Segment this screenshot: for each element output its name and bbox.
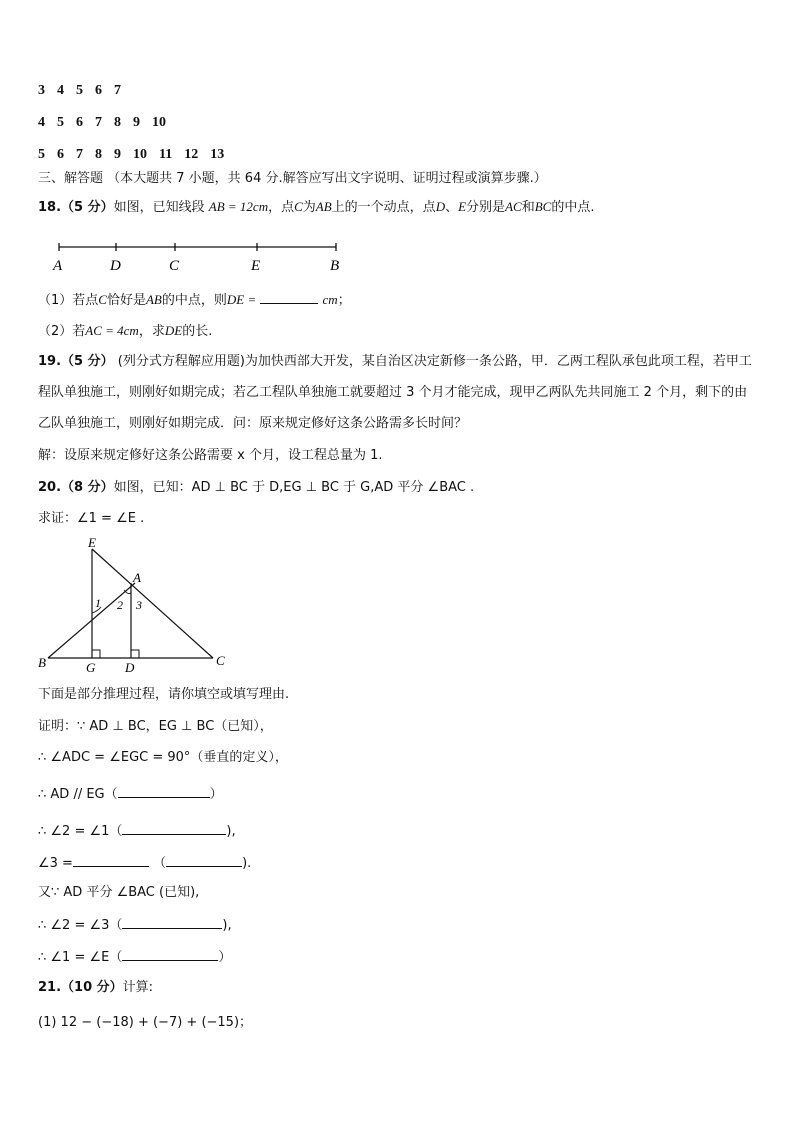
math: AB = 12cm — [208, 199, 269, 214]
q20-prove: 求证：∠1 = ∠E . — [38, 511, 145, 526]
answer-blank[interactable] — [166, 853, 242, 867]
question-body: (列分式方程解应用题)为加快西部大开发，某自治区决定新修一条公路，甲．乙两工程队承包此项工程，若甲工程队单独施工，则刚好如期完成；若乙工程队单独施工就要超过 3 个月才能完成，现甲乙两队先共同施工 2 个月，剩下的由乙队单独施工，则刚好如期完成．问：原来规定修好这条公路需多长时间？ — [38, 354, 752, 431]
number: 7 — [95, 115, 102, 130]
question-19 — [38, 346, 758, 439]
angle-label-1: 1 — [95, 596, 101, 610]
answer-blank[interactable] — [122, 821, 226, 835]
q18-part2 — [38, 322, 212, 341]
text: ∴ ∠1 = ∠E（ — [38, 950, 123, 965]
right-angle-g — [92, 650, 100, 658]
text: ∴ ∠2 = ∠3（ — [38, 918, 123, 933]
math: DE = — [226, 292, 257, 307]
math: AC = 4cm — [85, 323, 139, 338]
math: AC — [505, 199, 522, 214]
number: 12 — [184, 147, 199, 162]
proof-step-2: ∴ ∠ADC = ∠EGC = 90°（垂直的定义）， — [38, 750, 288, 765]
math: D — [435, 199, 446, 214]
proof-step-7 — [38, 915, 232, 935]
angle-arc-2 — [124, 590, 131, 594]
answer-blank[interactable] — [118, 784, 210, 798]
answer-blank[interactable] — [122, 947, 218, 961]
label-d: D — [110, 258, 121, 274]
number: 4 — [38, 115, 45, 130]
number-row-1 — [38, 82, 133, 100]
math: C — [294, 199, 303, 214]
text: 计算: — [122, 980, 154, 995]
text: 分别是 — [466, 200, 506, 215]
angle-label-2: 2 — [117, 598, 123, 612]
text: ∴ AD // EG（ — [38, 787, 118, 802]
unit: cm — [322, 292, 338, 307]
math: AB — [145, 292, 162, 307]
text: ） — [209, 787, 223, 802]
segment-figure — [45, 236, 355, 276]
text: ∴ ∠2 = ∠1（ — [38, 824, 123, 839]
number: 8 — [95, 147, 102, 162]
label-e: E — [251, 258, 261, 274]
question-score: （5 分） — [61, 200, 114, 215]
label-e: E — [88, 535, 96, 550]
label-c: C — [169, 258, 180, 274]
text: ； — [337, 293, 351, 308]
number: 8 — [114, 115, 121, 130]
label-d: D — [125, 660, 135, 675]
text: 如图，已知线段 — [113, 200, 205, 215]
text: 的中点，则 — [161, 293, 227, 308]
right-angle-d — [131, 650, 139, 658]
text: ，点 — [268, 200, 295, 215]
text: ), — [222, 918, 232, 933]
text: ), — [226, 824, 236, 839]
proof-step-3 — [38, 784, 223, 804]
question-number: 20. — [38, 480, 62, 495]
line-ec — [92, 549, 213, 658]
question-20 — [38, 479, 474, 497]
text: （1）若点 — [38, 293, 99, 308]
number: 7 — [114, 83, 121, 98]
number: 9 — [114, 147, 121, 162]
number: 5 — [76, 83, 83, 98]
question-statement: 如图，已知：AD ⊥ BC 于 D,EG ⊥ BC 于 G,AD 平分 ∠BAC . — [113, 480, 475, 495]
question-score: （5 分） — [61, 354, 114, 369]
number: 11 — [159, 147, 173, 162]
label-b: B — [330, 258, 340, 274]
number: 6 — [95, 83, 102, 98]
label-a: A — [53, 258, 63, 274]
number: 5 — [38, 147, 45, 162]
q19-solution: 解：设原来规定修好这条公路需要 x 个月，设工程总量为 1. — [38, 448, 383, 463]
proof-step-5 — [38, 853, 251, 873]
text: 上的一个动点，点 — [331, 200, 436, 215]
text: 和 — [521, 200, 535, 215]
answer-blank[interactable] — [73, 853, 149, 867]
section-heading: 三、解答题 （本大题共 7 小题，共 64 分.解答应写出文字说明、证明过程或演算步骤.） — [38, 171, 547, 186]
question-number: 19. — [38, 354, 62, 369]
q20-intro: 下面是部分推理过程，请你填空或填写理由. — [38, 687, 290, 702]
question-21 — [38, 979, 153, 997]
text: 为 — [302, 200, 316, 215]
q21-part1: (1) 12 − (−18) + (−7) + (−15)； — [38, 1015, 253, 1030]
math: DE — [164, 323, 183, 338]
math: AB — [315, 199, 332, 214]
math: E — [458, 199, 467, 214]
answer-blank[interactable] — [260, 290, 318, 304]
question-score: （10 分） — [61, 980, 123, 995]
number: 6 — [76, 115, 83, 130]
question-number: 21. — [38, 980, 62, 995]
text: ，求 — [138, 324, 165, 339]
number-row-2 — [38, 114, 178, 132]
number: 9 — [133, 115, 140, 130]
proof-step-4 — [38, 821, 236, 841]
proof-step-8 — [38, 947, 231, 967]
number: 4 — [57, 83, 64, 98]
label-c: C — [216, 653, 225, 668]
text: 的长. — [182, 324, 213, 339]
triangle-figure — [36, 533, 236, 677]
text: ). — [242, 856, 252, 871]
math: C — [98, 292, 107, 307]
label-g: G — [86, 660, 96, 675]
text: （ — [153, 856, 167, 871]
text: ∠3 = — [38, 856, 73, 871]
proof-step-6: 又∵ AD 平分 ∠BAC (已知), — [38, 885, 200, 900]
number: 3 — [38, 83, 45, 98]
text: ） — [218, 950, 232, 965]
proof-step-1: 证明：∵ AD ⊥ BC，EG ⊥ BC（已知）， — [38, 719, 273, 734]
math: BC — [534, 199, 552, 214]
answer-blank[interactable] — [122, 915, 222, 929]
number: 5 — [57, 115, 64, 130]
text: 、 — [445, 200, 459, 215]
text: 的中点. — [551, 200, 595, 215]
label-b: B — [38, 655, 46, 670]
number: 6 — [57, 147, 64, 162]
label-a: A — [133, 570, 141, 585]
number: 10 — [133, 147, 147, 162]
number-row-3 — [38, 146, 236, 164]
text: （2）若 — [38, 324, 86, 339]
question-score: （8 分） — [61, 480, 114, 495]
number: 13 — [210, 147, 225, 162]
number: 7 — [76, 147, 83, 162]
angle-label-3: 3 — [136, 598, 142, 612]
question-18 — [38, 198, 594, 217]
q18-part1 — [38, 290, 351, 310]
question-number: 18. — [38, 200, 62, 215]
text: 恰好是 — [106, 293, 146, 308]
number: 10 — [152, 115, 166, 130]
